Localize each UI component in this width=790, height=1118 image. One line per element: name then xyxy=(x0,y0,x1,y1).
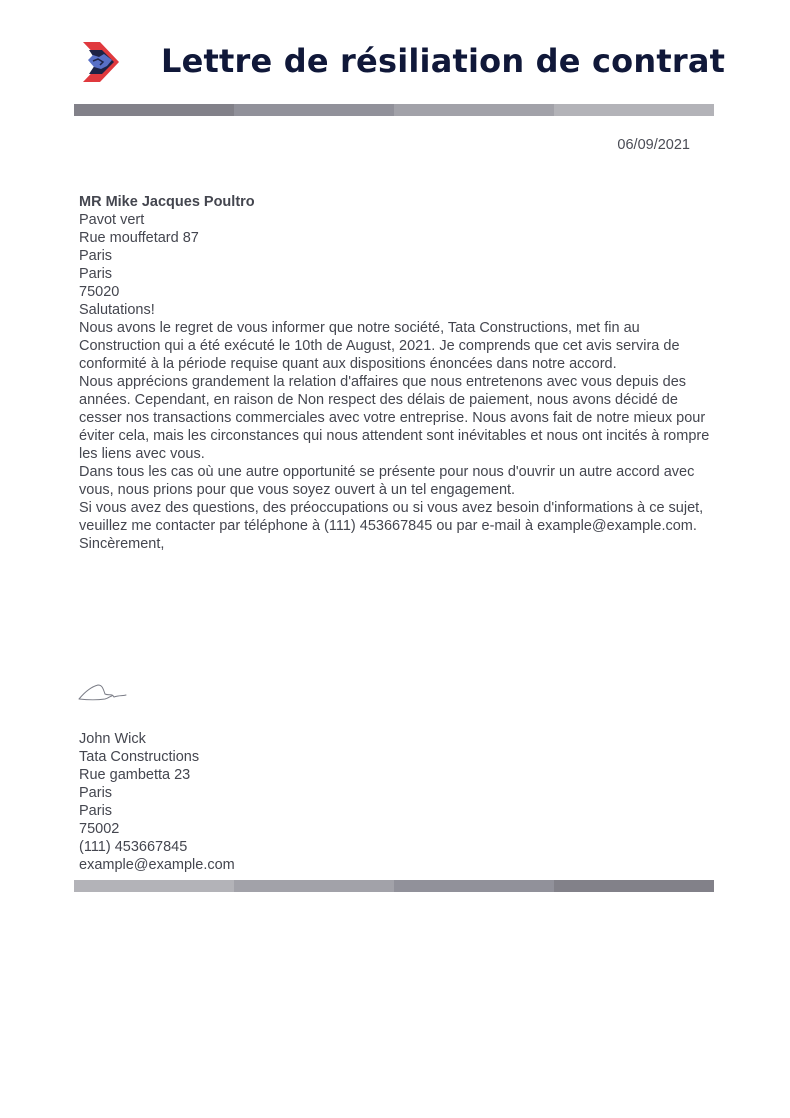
recipient-street: Rue mouffetard 87 xyxy=(79,230,199,246)
body-paragraph-2: Nous apprécions grandement la relation d'affaires que nous entretenons avec vous depuis des années. Cependant, en raison de Non respect des délais de paiement, nous avons décidé de cesser nos transactions commerciales avec votre entreprise. Nous avons fait de notre mieux pour éviter cela, mais les circonstances qui nous attendent sont inévitables et nous ont incités à rompre les liens avec vous. xyxy=(79,374,710,462)
recipient-company: Pavot vert xyxy=(79,212,145,228)
bar-segment xyxy=(234,104,394,116)
body-paragraph-4: Si vous avez des questions, des préoccupations ou si vous avez besoin d'informations à ce sujet, veuillez me contacter par téléphone à (111) 453667845 ou par e-mail à example@example.com. xyxy=(79,500,704,534)
sender-city: Paris xyxy=(79,785,113,801)
recipient-region: Paris xyxy=(79,266,113,282)
bar-segment xyxy=(234,880,394,892)
bottom-divider-bar xyxy=(74,880,714,892)
bar-segment xyxy=(554,104,714,116)
sender-region: Paris xyxy=(79,803,113,819)
recipient-name: MR Mike Jacques Poultro xyxy=(79,194,255,210)
letter-date: 06/09/2021 xyxy=(617,137,690,153)
handshake-chevron-logo-icon xyxy=(82,40,120,84)
bar-segment xyxy=(554,880,714,892)
sender-name: John Wick xyxy=(79,731,146,747)
recipient-city: Paris xyxy=(79,248,113,264)
sender-street: Rue gambetta 23 xyxy=(79,767,191,783)
sender-email: example@example.com xyxy=(79,857,235,873)
body-paragraph-3: Dans tous les cas où une autre opportunité se présente pour nous d'ouvrir un autre accord avec vous, nous prions pour que vous soyez ouvert à un tel engagement. xyxy=(79,464,695,498)
body-paragraph-1: Nous avons le regret de vous informer que notre société, Tata Constructions, met fin au Construction qui a été exécuté le 10th de August, 2021. Je comprends que cet avis servira de conformité à la période requise quant aux dispositions énoncées dans notre accord. xyxy=(79,320,680,372)
document-title: Lettre de résiliation de contrat xyxy=(161,42,726,80)
recipient-postal-code: 75020 xyxy=(79,284,120,300)
greeting: Salutations! xyxy=(79,302,155,318)
handwritten-signature-icon xyxy=(78,680,128,704)
sender-block xyxy=(79,730,235,874)
closing: Sincèrement, xyxy=(79,536,165,552)
top-divider-bar xyxy=(74,104,714,116)
sender-phone: (111) 453667845 xyxy=(79,839,188,855)
sender-postal-code: 75002 xyxy=(79,821,120,837)
letter-content xyxy=(79,193,715,553)
bar-segment xyxy=(74,880,234,892)
bar-segment xyxy=(394,880,554,892)
bar-segment xyxy=(394,104,554,116)
sender-company: Tata Constructions xyxy=(79,749,200,765)
bar-segment xyxy=(74,104,234,116)
